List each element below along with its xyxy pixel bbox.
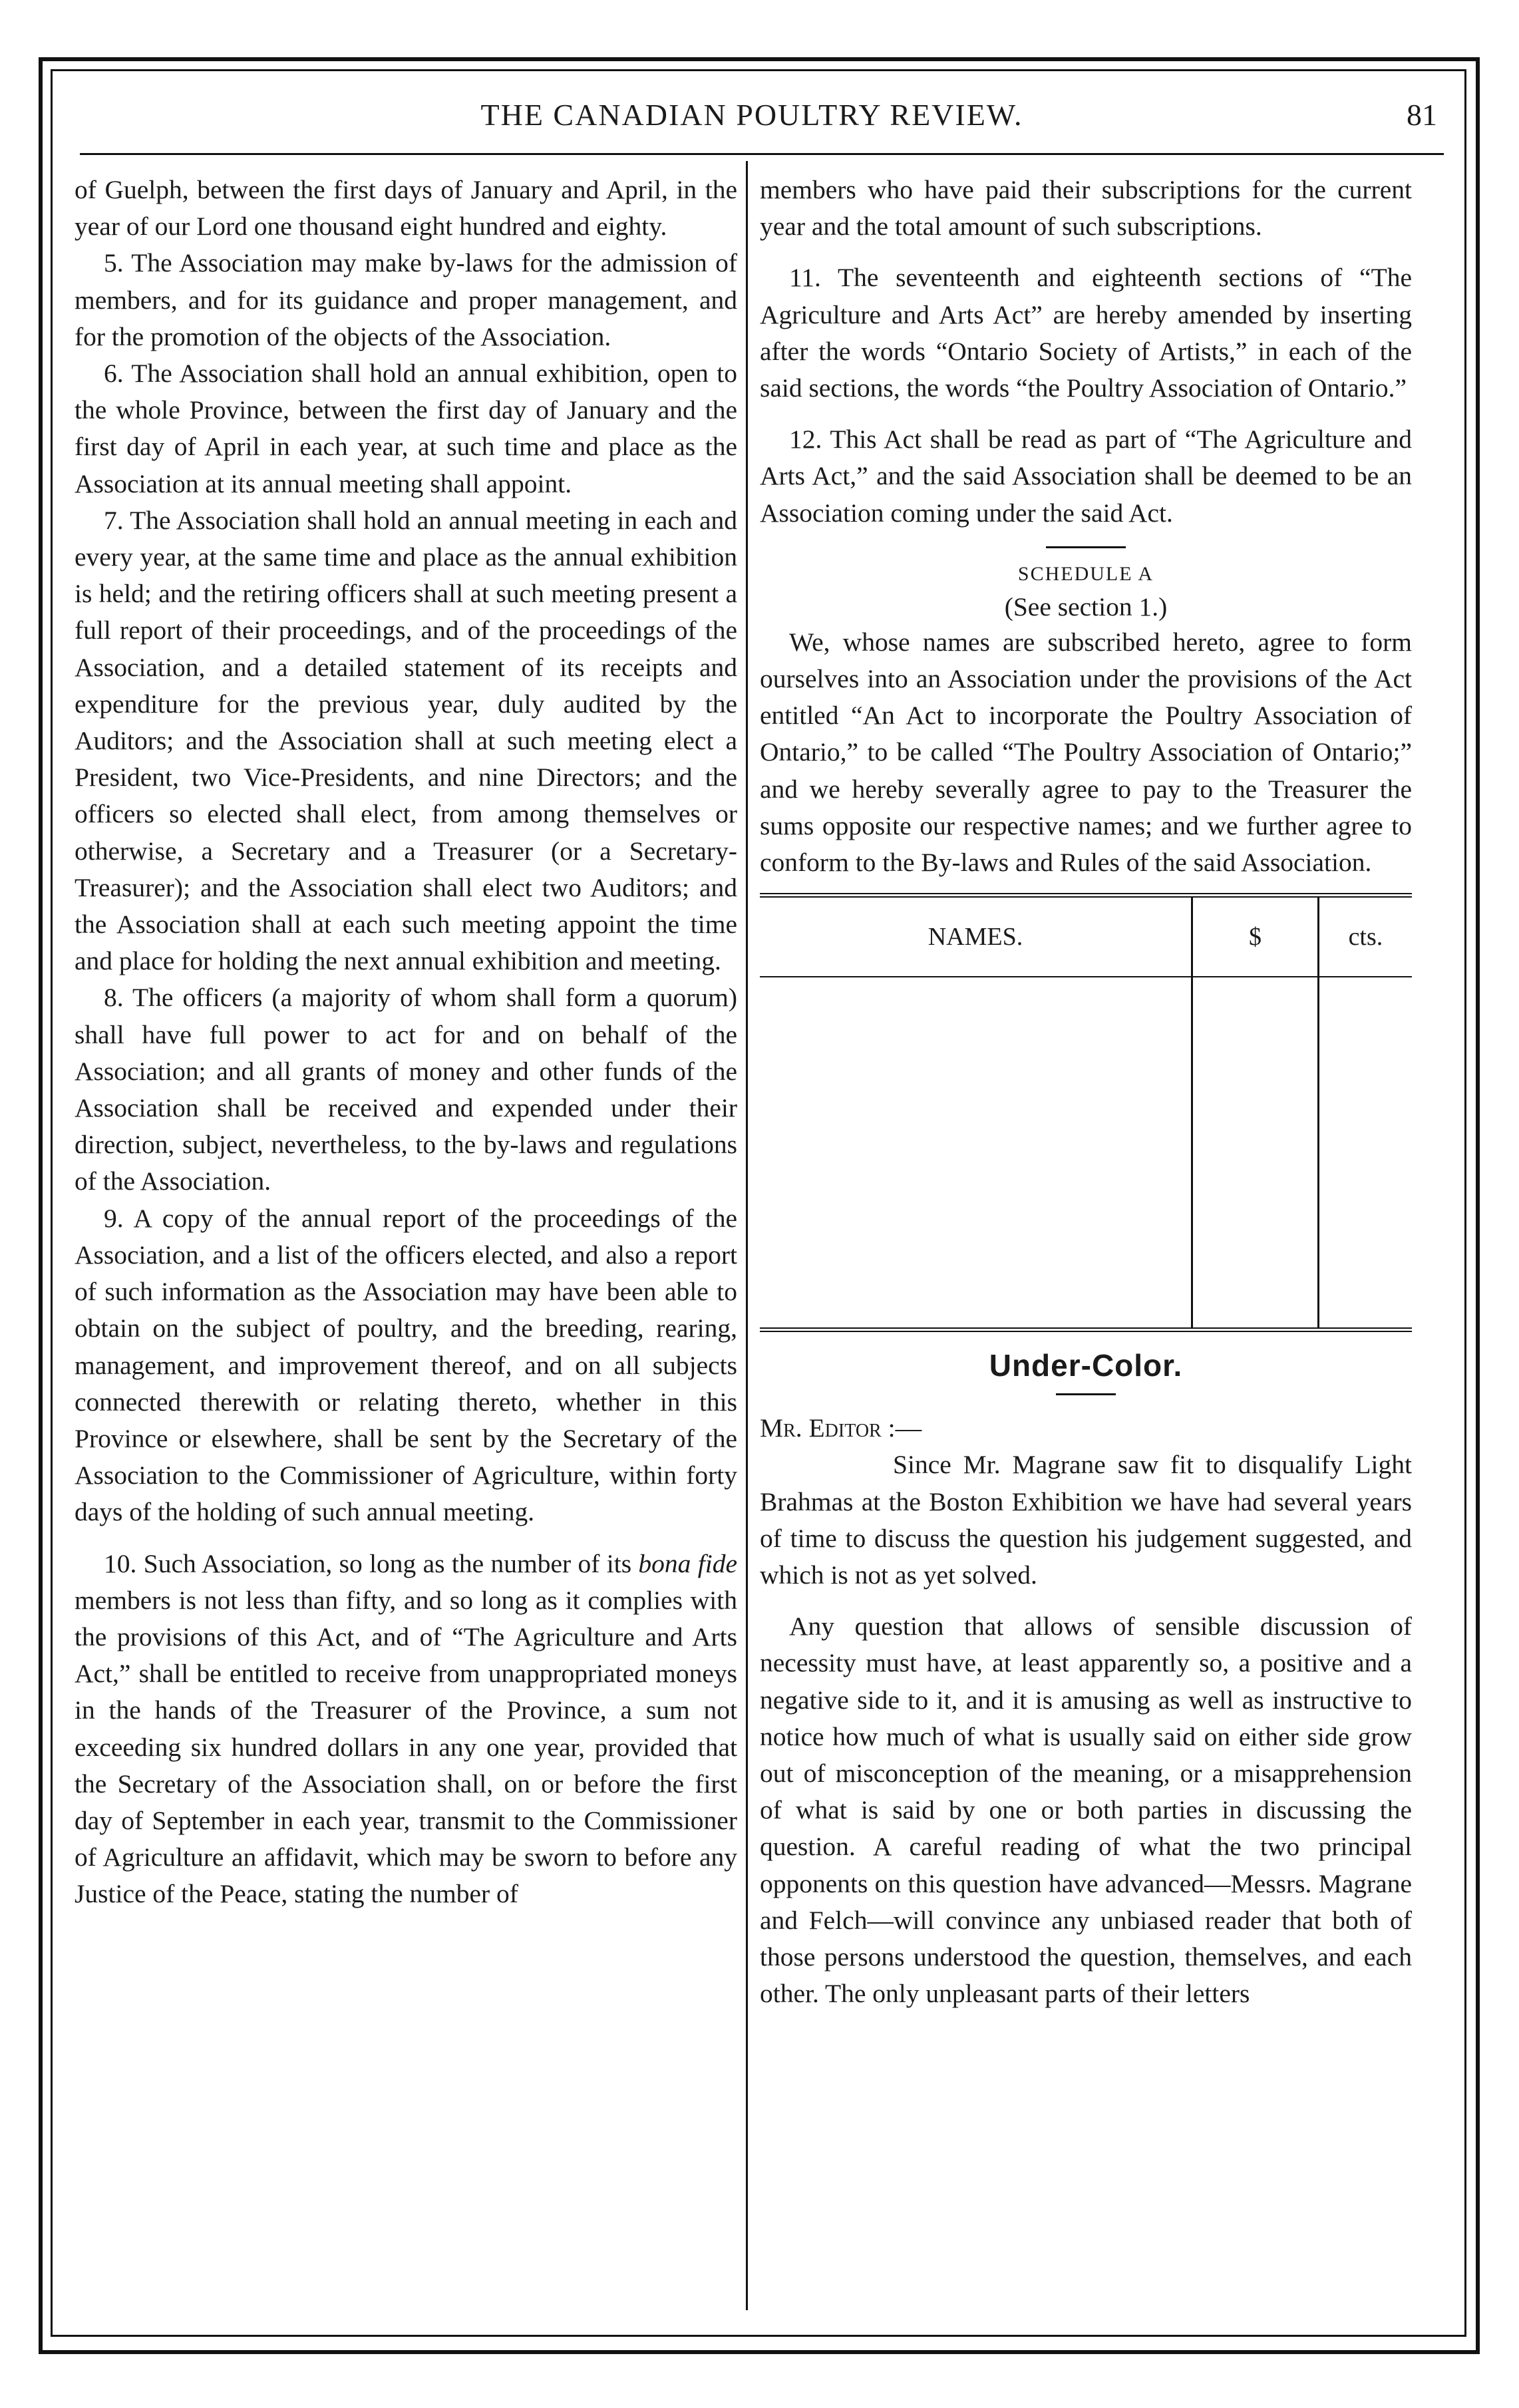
section-10-italic: bona fide [638, 1548, 737, 1578]
salutation: Mr. Editor :— [760, 1413, 922, 1443]
schedule-subtitle: (See section 1.) [1004, 592, 1168, 621]
right-column [760, 172, 1412, 2013]
subscription-table [760, 893, 1412, 1332]
section-10 [75, 1546, 737, 1913]
running-header [67, 93, 1437, 146]
schedule-title: SCHEDULE A [1017, 562, 1154, 585]
section-7: 7. The Association shall hold an annual meeting in each and every year, at the same time and place as the annual exhibition is held; and the retiring officers shall at such meeting present a full report of their proceedings, and of the proceedings of the Association, and a detailed statement of its receipts and expenditure for the previous year, duly audited by the Auditors; and the Association shall at such meeting elect a President, two Vice-Presidents, and nine Directors; and the officers so elected shall elect, from among themselves or otherwise, a Secretary and a Treasurer (or a Secretary-Treasurer); and the Association shall elect two Auditors; and the Association shall at each such meeting appoint the time and place for holding the next annual exhibition and meeting. [75, 505, 737, 976]
section-11: 11. The seventeenth and eighteenth sections of “The Agriculture and Arts Act” are hereby amended by inserting after the words “Ontario Society of Artists,” in each of the said sections, the words “the Poultry Association of Ontario.” [760, 263, 1412, 403]
section-10-text-b: members is not less than fifty, and so long as it complies with the provisions of this Act, and of “The Agriculture and Arts Act,” shall be entitled to receive from unappropriated moneys in the hands of the Treasurer of the Province, a sum not exceeding six hundred dollars in any one year, provided that the Secretary of the Association shall, on or before the first day of September in each year, transmit to the Commissioner of Agriculture an affidavit, which may be sworn to before any Justice of the Peace, stating the number of [75, 1585, 737, 1909]
names-cell [760, 977, 1191, 1327]
section-5: 5. The Association may make by-laws for the admission of members, and for its guidance and proper management, and for the promotion of the objects of the Association. [75, 248, 737, 351]
names-column-header: NAMES. [928, 922, 1023, 951]
dollars-column-header: $ [1191, 898, 1317, 976]
cents-cell [1317, 977, 1412, 1327]
section-8: 8. The officers (a majority of whom shall form a quorum) shall have full power to act for and on behalf of the Association; and all grants of money and other funds of the Association shall be received and expended under their direction, subject, nevertheless, to the by-laws and regulations of the Association. [75, 983, 737, 1196]
divider-rule [1046, 546, 1126, 548]
section-10-text-a: 10. Such Association, so long as the number of its [104, 1548, 639, 1578]
article-paragraph-2: Any question that allows of sensible discussion of necessity must have, at least apparently so, a positive and a negative side to it, and it is amusing as well as instructive to notice how much of what is usually said on either side grow out of misconception of the meaning, or a misapprehension of what is said by one or both parties in discussing the question. A careful reading of what the two principal opponents on this question have advanced—Messrs. Magrane and Felch—will convince any unbiased reader that both of those persons understood the question, themselves, and each other. The only unpleasant parts of their letters [760, 1612, 1412, 2009]
section-12: 12. This Act shall be read as part of “The Agriculture and Arts Act,” and the said Association shall be deemed to be an Association coming under the said Act. [760, 425, 1412, 528]
dollars-cell [1191, 977, 1317, 1327]
cents-column-header: cts. [1317, 898, 1412, 976]
paragraph-continuation: members who have paid their subscriptions for the current year and the total amount of such subscriptions. [760, 175, 1412, 242]
left-column [75, 172, 737, 1913]
table-body-empty [760, 977, 1412, 1327]
article-title: Under-Color. [989, 1348, 1183, 1383]
page-number: 81 [1407, 98, 1437, 132]
column-divider [746, 161, 748, 2310]
section-9: 9. A copy of the annual report of the proceedings of the Association, and a list of the officers elected, and also a report of such information as the Association may have been able to obtain on the subject of poultry, and the breeding, rearing, management, and improvement thereof, and on all subjects connected therewith or relating thereto, whether in this Province or elsewhere, shall be sent by the Secretary of the Association to the Commissioner of Agriculture, within forty days of the holding of such annual meeting. [75, 1203, 737, 1527]
header-rule [80, 153, 1444, 155]
table-header-row [760, 898, 1412, 977]
section-6: 6. The Association shall hold an annual exhibition, open to the whole Province, between the first day of January and the first day of April in each year, at such time and place as the Association at its annual meeting shall appoint. [75, 359, 737, 498]
title-rule [1056, 1393, 1116, 1395]
schedule-text: We, whose names are subscribed hereto, agree to form ourselves into an Association under the provisions of the Act entitled “An Act to incorporate the Poultry Association of Ontario,” to be called “The Poultry Association of Ontario;” and we hereby severally agree to pay to the Treasurer the sums opposite our respective names; and we further agree to conform to the By-laws and Rules of the said Association. [760, 627, 1412, 878]
article-paragraph-1: Since Mr. Magrane saw fit to disqualify Light Brahmas at the Boston Exhibition we have had several years of time to discuss the question his judgement suggested, and which is not as yet solved. [760, 1450, 1412, 1590]
paragraph-continuation: of Guelph, between the first days of January and April, in the year of our Lord one thousand eight hundred and eighty. [75, 175, 737, 242]
journal-title: THE CANADIAN POULTRY REVIEW. [480, 98, 1023, 132]
